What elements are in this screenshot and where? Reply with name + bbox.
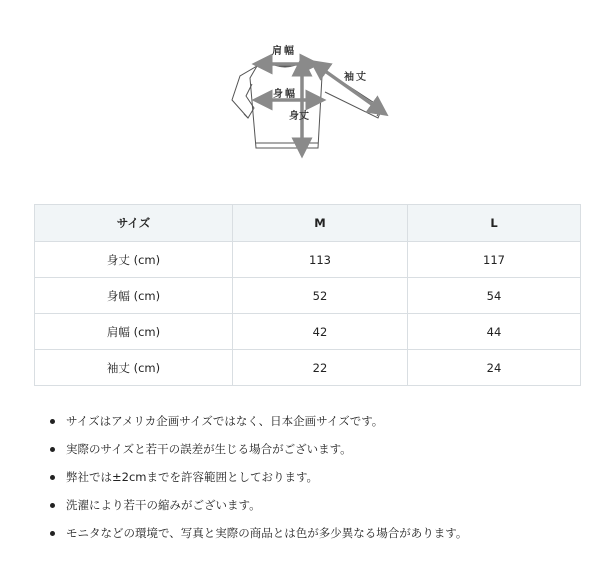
table-header-row (35, 205, 581, 242)
list-item (48, 411, 467, 439)
shoulder-width-label: 肩幅 (272, 46, 296, 57)
sleeve-length-label: 袖丈 (344, 72, 368, 83)
bullet-icon (50, 503, 55, 508)
body-length-label: 身丈 (289, 111, 309, 122)
header-m: M (233, 205, 408, 242)
table-row (35, 350, 581, 386)
note-text: 実際のサイズと若干の誤差が生じる場合がございます。 (66, 442, 352, 456)
cell-l: 117 (408, 242, 581, 278)
cell-m: 113 (233, 242, 408, 278)
row-label: 身丈 (cm) (35, 242, 233, 278)
bullet-icon (50, 531, 55, 536)
notes-list (48, 411, 467, 551)
list-item (48, 495, 467, 523)
cell-l: 44 (408, 314, 581, 350)
cell-l: 24 (408, 350, 581, 386)
cell-m: 42 (233, 314, 408, 350)
note-text: サイズはアメリカ企画サイズではなく、日本企画サイズです。 (66, 414, 384, 428)
row-label: 肩幅 (cm) (35, 314, 233, 350)
table-row (35, 278, 581, 314)
cell-m: 22 (233, 350, 408, 386)
cell-m: 52 (233, 278, 408, 314)
header-l: L (408, 205, 581, 242)
bullet-icon (50, 419, 55, 424)
note-text: モニタなどの環境で、写真と実際の商品とは色が多少異なる場合があります。 (66, 526, 468, 540)
size-table (34, 204, 581, 386)
row-label: 袖丈 (cm) (35, 350, 233, 386)
note-text: 洗濯により若干の縮みがございます。 (66, 498, 261, 512)
table-row (35, 242, 581, 278)
size-diagram (0, 0, 600, 200)
list-item (48, 523, 467, 551)
header-size: サイズ (35, 205, 233, 242)
cell-l: 54 (408, 278, 581, 314)
row-label: 身幅 (cm) (35, 278, 233, 314)
body-width-label: 身幅 (273, 89, 297, 100)
bullet-icon (50, 475, 55, 480)
shirt-illustration (0, 0, 600, 200)
table-row (35, 314, 581, 350)
note-text: 弊社では±2cmまでを許容範囲としております。 (66, 470, 319, 484)
list-item (48, 439, 467, 467)
list-item (48, 467, 467, 495)
bullet-icon (50, 447, 55, 452)
